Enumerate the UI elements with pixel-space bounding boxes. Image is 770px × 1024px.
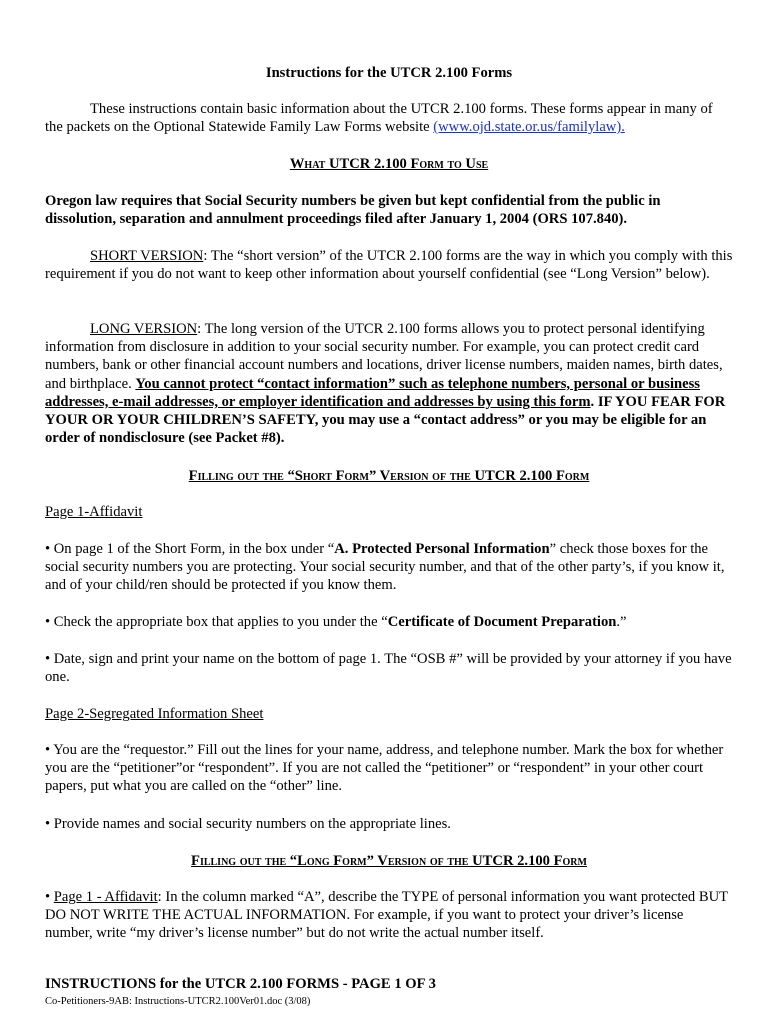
intro-text: These instructions contain basic information about the UTCR 2.100 forms. These forms appear in many of the packets on the Optional Statewide Family Law Forms website [45,101,713,136]
heading-short-form: Filling out the “Short Form” Version of the UTCR 2.100 Form [188,468,590,484]
page2-segregated-subheading: Page 2-Segregated Information Sheet [45,706,264,722]
short-version-text: : The “short version” of the UTCR 2.100 forms are the way in which you comply with this requirement if you do not want to keep other information about yourself confidential (see “Long Version” below). [45,248,733,283]
heading-what-form: What UTCR 2.100 Form to Use [289,156,489,172]
bullet-ssn-lines: • Provide names and social security numbers on the appropriate lines. [45,816,451,832]
oregon-law-paragraph: Oregon law requires that Social Security numbers be given but kept confidential from the public in dissolution, separation and annulment proceedings filed after January 1, 2004 (ORS 107.840). [45,193,661,228]
bullet-text: : In the column marked “A”, describe the TYPE of personal information you want protected BUT DO NOT WRITE THE ACTUAL INFORMATION. For example, if you want to protect your driver’s license number, write “my driver’s license number” but do not write the actual number itself. [45,889,728,942]
safety-notice: . IF YOU FEAR FOR YOUR OR YOUR CHILDREN’S SAFETY, you may use a “contact address” or you may be eligible for an order of nondisclosure (see Packet #8). [45,393,726,447]
short-version-label: SHORT VERSION [90,248,204,264]
page1-affidavit-subheading: Page 1-Affidavit [45,504,143,520]
heading-long-form: Filling out the “Long Form” Version of the UTCR 2.100 Form [191,853,587,869]
protected-info-label: A. Protected Personal Information [334,541,550,557]
footer-filename: Co-Petitioners-9AB: Instructions-UTCR2.100Ver01.doc (3/08) [45,996,311,1007]
long-affidavit-label: Page 1 - Affidavit [53,889,158,905]
contact-info-warning: You cannot protect “contact information” such as telephone numbers, personal or business addresses, e-mail addresses, or employer identification and addresses by using this form [45,375,700,410]
bullet-text: • Check the appropriate box that applies to you under the “ [45,614,388,630]
bullet-date-sign: • Date, sign and print your name on the bottom of page 1. The “OSB #” will be provided by your attorney if you have one. [45,651,732,686]
footer-title: INSTRUCTIONS for the UTCR 2.100 FORMS - PAGE 1 OF 3 [45,976,436,992]
bullet-text: .” [616,614,627,630]
bullet-requestor: • You are the “requestor.” Fill out the lines for your name, address, and telephone number. Mark the box for whether you are the “petitioner”or “respondent”. If you are not called the “petitioner” or “respondent” in your other court papers, put what you are called on the “other” line. [45,742,724,795]
bullet-text: ” check those boxes for the social security numbers you are protecting. Your social security number, and that of the other party’s, if you know it, and of your child/ren should be protected if you know them. [45,541,725,594]
bullet-long-affidavit [45,888,733,943]
bullet-certificate [45,613,733,631]
long-version-paragraph [45,320,733,447]
familylaw-website-link[interactable]: (www.ojd.state.or.us/familylaw). [433,119,625,136]
bullet-text: • [45,889,54,905]
certificate-label: Certificate of Document Preparation [387,614,617,630]
long-version-text: : The long version of the UTCR 2.100 forms allows you to protect personal identifying information from disclosure in addition to your social security number. For example, you can protect credit card numbers, bank or other financial account numbers and locations, driver license numbers, maiden names, birth dates, and birthplace. [45,321,723,392]
short-version-paragraph [45,247,733,283]
long-version-label: LONG VERSION [90,321,198,337]
bullet-text: • On page 1 of the Short Form, in the box under “ [45,541,335,557]
bullet-protected-info [45,540,733,595]
intro-paragraph [45,100,733,136]
document-title: Instructions for the UTCR 2.100 Forms [265,65,513,81]
